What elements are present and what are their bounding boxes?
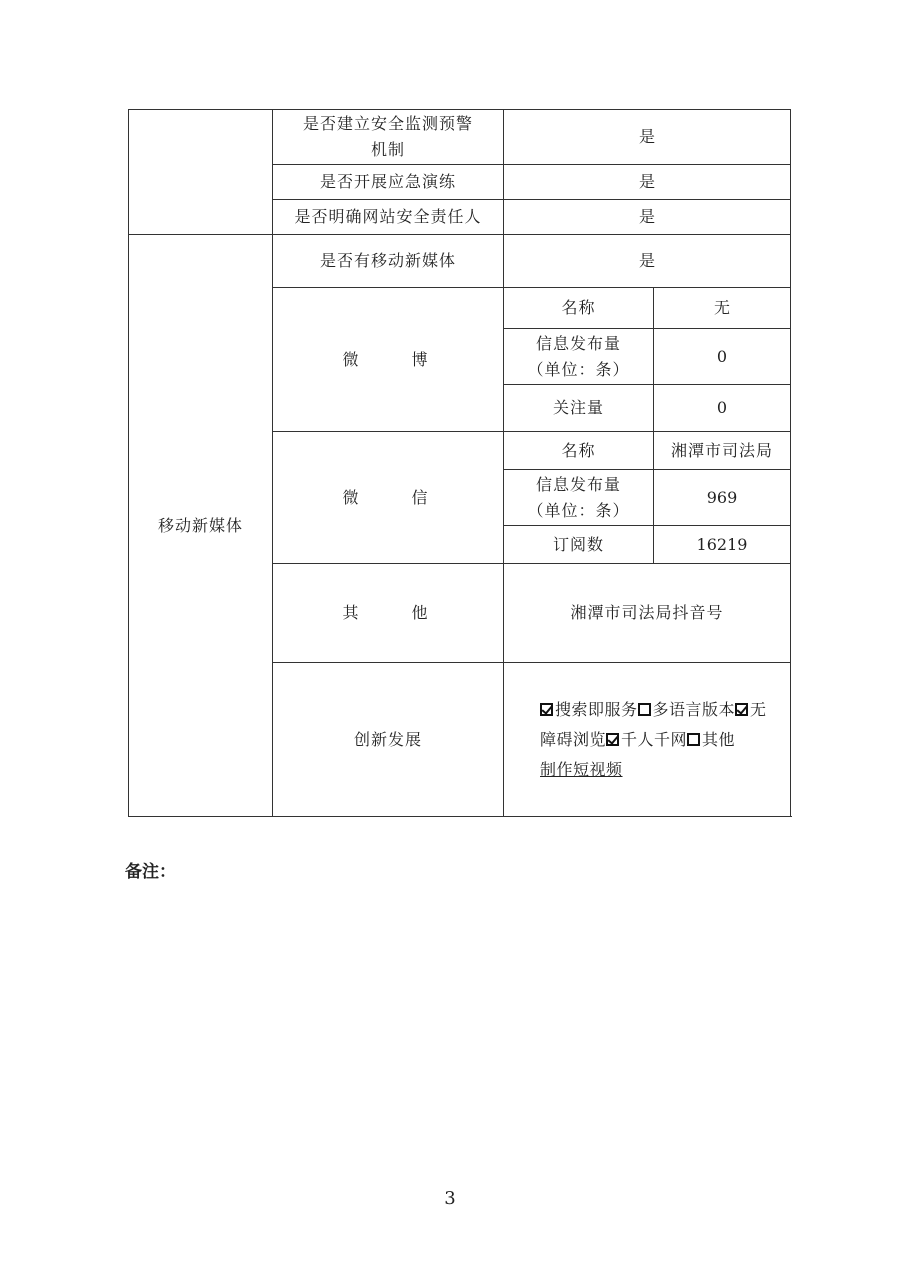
page-number: 3 (444, 1188, 456, 1209)
checkbox-unchecked-icon[interactable] (687, 733, 700, 746)
has-media-label: 是否有移动新媒体 (273, 235, 504, 288)
weibo-posts-value: 0 (654, 329, 791, 385)
option-other[interactable]: 其他 (687, 730, 735, 749)
innovation-section-label: 创新发展 (273, 663, 504, 817)
weibo-followers-value: 0 (654, 385, 791, 432)
security-section-cell (129, 110, 273, 235)
other-media-value: 湘潭市司法局抖音号 (504, 564, 791, 663)
wechat-subscribers-value: 16219 (654, 526, 791, 564)
other-media-label: 其 他 (273, 564, 504, 663)
option-search-as-service[interactable]: 搜索即服务 (540, 700, 638, 719)
monitoring-label: 是否建立安全监测预警 机制 (273, 110, 504, 165)
wechat-name-label: 名称 (504, 432, 654, 470)
wechat-posts-label: 信息发布量 （单位：条） (504, 470, 654, 526)
option-multilingual[interactable]: 多语言版本 (638, 700, 736, 719)
weibo-label: 微 博 (273, 288, 504, 432)
monitoring-value: 是 (504, 110, 791, 165)
checkbox-checked-icon[interactable] (735, 703, 748, 716)
table-row (129, 235, 791, 288)
weibo-posts-label: 信息发布量 （单位：条） (504, 329, 654, 385)
wechat-name-value: 湘潭市司法局 (654, 432, 791, 470)
wechat-subscribers-label: 订阅数 (504, 526, 654, 564)
responsible-person-label: 是否明确网站安全责任人 (273, 200, 504, 235)
weibo-followers-label: 关注量 (504, 385, 654, 432)
mobile-media-section-label: 移动新媒体 (129, 235, 273, 817)
innovation-options (504, 663, 791, 817)
responsible-person-value: 是 (504, 200, 791, 235)
weibo-name-value: 无 (654, 288, 791, 329)
wechat-posts-value: 969 (654, 470, 791, 526)
weibo-name-label: 名称 (504, 288, 654, 329)
drill-label: 是否开展应急演练 (273, 165, 504, 200)
other-innovation-text: 制作短视频 (540, 759, 623, 779)
report-table (128, 109, 791, 817)
checkbox-checked-icon[interactable] (606, 733, 619, 746)
checkbox-checked-icon[interactable] (540, 703, 553, 716)
drill-value: 是 (504, 165, 791, 200)
wechat-label: 微 信 (273, 432, 504, 564)
option-accessibility[interactable]: 无障碍浏览 (540, 699, 767, 749)
table-row (129, 110, 791, 165)
has-media-value: 是 (504, 235, 791, 288)
notes-label: 备注： (125, 862, 176, 882)
checkbox-unchecked-icon[interactable] (638, 703, 651, 716)
option-personalized-site[interactable]: 千人千网 (606, 730, 687, 749)
